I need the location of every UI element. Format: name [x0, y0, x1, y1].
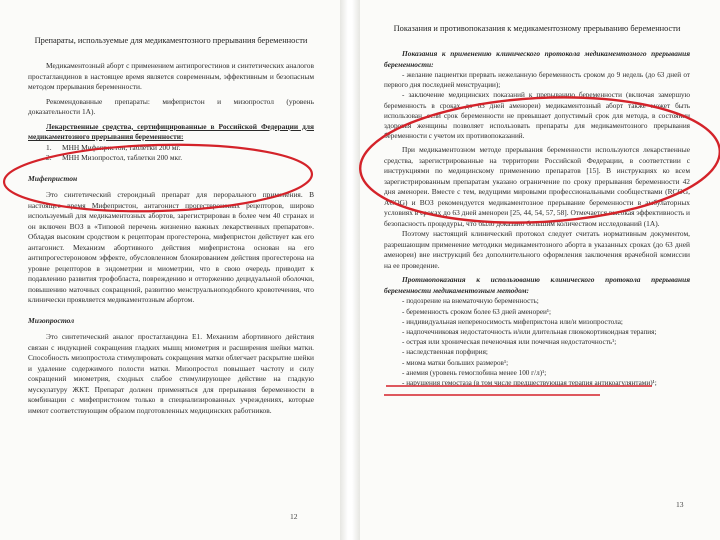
left-page-number: 12 [290, 512, 298, 521]
contraindication-item: - наследственная порфирия; [402, 348, 488, 357]
contraindications-heading: Противопоказания к использованию клинического протокола прерывания беременности медикаментозным методом: [384, 275, 690, 295]
list-item-text: МНН Мизопростол, таблетки 200 мкг. [62, 153, 183, 162]
right-page-number: 13 [676, 500, 684, 509]
misoprostol-heading: Мизопростол [28, 315, 75, 325]
right-page-content [384, 22, 690, 388]
left-page-content [28, 34, 314, 416]
contraindication-item: - нарушения гемостаза (в том числе предшествующая терапия антикоагулянтами)¹; [402, 379, 657, 388]
mifepristone-paragraph: Это синтетический стероидный препарат для перорального применения. В настоящее время Мифепристон, антагонист прогестероновых рецепторов, широко используемый для медикаментозных абортов, зарегистрирован в более чем 40 странах и он включен ВОЗ в «Типовой перечень жизненно важных лекарственных препаратов». Обладая высоким сродством к рецепторам прогестерона, мифепристон действует как его антагонист. Механизм абортивного действия мифепристона основан на его антипрогестероновом эффекте, обусловленном блокированием действия прогестерона на уровне рецепторов в эндометрии и миометрии, что в свою очередь приводит к подавлению развития трофобласта, повреждению и отторжению децидуальной оболочки, повышению маточных сокращений, развитию менструальноподобного кровотечения, что клинически проявляется медикаментозным абортом. [28, 190, 314, 304]
list-item-text: МНН Мифепристон, таблетки 200 мг. [62, 142, 181, 152]
contraindication-item: - подозрение на внематочную беременность; [402, 297, 539, 306]
intro-paragraph-2: Рекомендованные препараты: мифепристон и мизопростол (уровень доказательности 1А). [28, 96, 314, 116]
list-item [28, 153, 314, 164]
contraindication-item: - миома матки больших размеров¹; [402, 358, 509, 367]
registered-drugs-heading: Лекарственные средства, сертифицированные в Российской Федерации для медикаментозного прерывания беременности: [28, 121, 314, 141]
list-item-number: 2. [46, 153, 52, 162]
left-page [0, 0, 340, 540]
left-page-title: Препараты, используемые для медикаментозного прерывания беременности [34, 36, 308, 45]
body-paragraph-1: При медикаментозном методе прерывания беременности используются лекарственные средства, зарегистрированные на территории Российской Федерации, в соответствии с инструкциями по медицинскому применению препаратов [15]. В инструкциях ко всем зарегистрированным препаратам указано ограничение по сроку прерывания беременности 42 дня аменореи. Вместе с тем, ведущими мировыми профессиональными сообществами (RCOG, ACOG) и ВОЗ рекомендуется медикаментозное прерывание беременности в амбулаторных условиях в сроках до 63 дней аменореи [25, 44, 54, 57, 58]. Отмечается высокая эффективность и безопасность процедуры, что было доказано большим количеством исследований (1А). [384, 145, 690, 228]
mifepristone-heading: Мифепристон [28, 173, 78, 183]
contraindication-item: - индивидуальная непереносимость мифепристона или/и мизопростола; [402, 317, 623, 326]
contraindication-item: - беременность сроком более 63 дней аменореи¹; [402, 307, 552, 316]
right-page-title: Показания и противопоказания к медикаментозному прерыванию беременности [393, 24, 681, 33]
list-item-number: 1. [46, 142, 52, 152]
contraindication-item: - надпочечниковая недостаточность и/или длительная глюкокортикоидная терапия; [402, 328, 657, 337]
body-paragraph-2: Поэтому настоящий клинический протокол следует считать нормативным документом, разрешающим применение методики медикаментозного аборта в указанных сроках (до 63 дней аменореи) вне инструкций без дополнительного оформления заключения врачебной комиссии на ее проведение. [384, 229, 690, 270]
intro-paragraph-1: Медикаментозный аборт с применением антипрогестинов и синтетических аналогов простагландинов в настоящее время является современным, эффективным и безопасным методом прерывания беременности. [28, 61, 314, 91]
indication-item: - желание пациентки прервать нежеланную беременность сроком до 9 недель (до 63 дней от первого дня последней менструации); [384, 71, 690, 90]
contraindication-item: - острая или хроническая печеночная или почечная недостаточность¹; [402, 338, 617, 347]
indication-item: - заключение медицинских показаний к прерыванию беременности (включая замершую беременность в сроках до 63 дней аменореи) медикаментозный аборт также может быть использован, если срок беременности не превышает допустимый срок для метода, в состоянии здоровья женщины позволяет использовать препараты для медикаментозного прерывания беременности с учетом их противопоказаний. [384, 91, 690, 141]
list-item [28, 143, 314, 154]
indications-heading: Показания к применению клинического протокола медикаментозного прерывания беременности: [384, 49, 690, 69]
right-page [360, 0, 720, 540]
book-gutter [340, 0, 360, 540]
contraindication-item: - анемия (уровень гемоглобина менее 100 г/л)¹; [402, 368, 547, 377]
misoprostol-paragraph: Это синтетический аналог простагландина Е1. Механизм абортивного действия связан с индукцией сокращения гладких мышц миометрия и расширения шейки матки. Способность мизопростола стимулировать сокращения матки облегчает раскрытие шейки и удаление содержимого полости матки. Мизопростол повышает частоту и силу сокращений миометрия, сходных слабое стимулирующее действие на гладкую мускулатуру ЖКТ. Препарат должен применяться для прерывания беременности в комбинации с мифепристоном только в специализированных учреждениях, которые имеют соответствующим образом подготовленных медицинских работников. [28, 332, 314, 415]
